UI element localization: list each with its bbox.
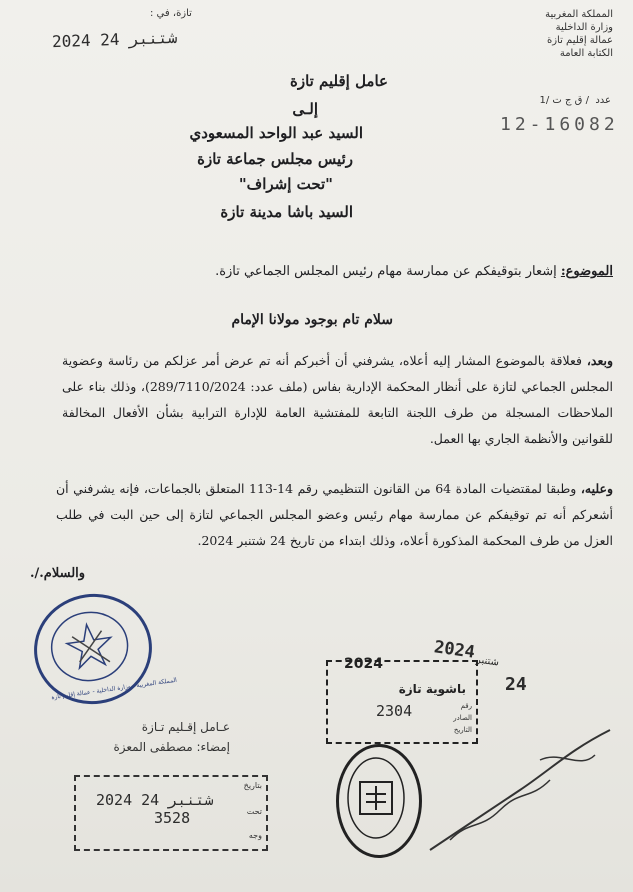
ref-label: عدد [595,95,611,106]
stamp-right-org: باشوية تازة [398,682,466,696]
stamp-left-row3: وجه [248,831,262,840]
paragraph-2-text: وطبقا لمقتضيات المادة 64 من القانون التنظيمي رقم 14-113 المتعلق بالجماعات، فإنه يشرفني أن أشعركم أنه تم توقيفكم عن ممارسة مهام رئيس وعضو المجلس الجماعي لتازة إلى حين البت في طلب العزل من طرف المحكمة المذكورة أعلاه، وذلك ابتداء من تاريخ 24 شتنبر 2024. [56,481,613,548]
to-label: إلـى [292,100,318,118]
paragraph-1-lead: وبعد، [586,353,613,368]
header-line-prefecture: عمالة إقليم تازة [546,35,613,46]
date-handwritten: 2024 شتنبر 24 [51,27,178,52]
stamp-right-month: شتنبر [475,654,500,669]
official-seal-left [27,586,178,711]
registration-stamp-left [74,775,268,851]
stamp-right-year: 2024 [344,656,383,672]
seal-emblem-icon [336,744,416,852]
seal-left-text: المملكة المغربية - وزارة الداخلية - عمالة إقليم تازة [50,676,178,702]
stamp-left-row1: بتاريخ [243,781,262,790]
ref-code: / ق ج ت /1 [539,95,589,106]
greeting: سلام تام بوجود مولانا الإمام [231,312,393,328]
header-right [503,8,613,60]
paragraph-2 [56,476,613,554]
header-line-secretariat: الكتابة العامة [559,48,613,59]
paragraph-2-lead: وعليه، [580,481,613,496]
stamp-left-row2: تحت [246,807,262,816]
handwritten-signature-icon [420,720,620,860]
stamp-right-label2: الصادر [453,714,472,722]
stamp-left-number: 3528 [154,809,191,827]
stamp-right-number: 2304 [376,702,413,720]
ref-row [540,94,612,107]
official-seal-right [336,744,422,858]
paragraph-1 [62,348,613,452]
recipient-title: رئيس مجلس جماعة تازة [197,150,353,168]
sender: عامل إقليم تازة [289,72,388,90]
header-line-ministry: وزارة الداخلية [555,22,613,33]
stamp-right-label1: رقم [460,702,472,710]
stamp-right-handwritten-year: 2024 [432,637,477,663]
stamp-right-label3: التاريخ [453,726,472,734]
recipient-name: السيد عبد الواحد المسعودي [189,124,363,142]
subject-label: الموضوع: [560,264,613,279]
stamp-right-day: 24 [505,674,527,695]
closing: والسلام./. [30,566,86,581]
signature-block [80,720,230,754]
subject-text: إشعار بتوقيفكم عن ممارسة مهام رئيس المجلس الجماعي تازة. [215,264,561,279]
recipient-pasha: السيد باشا مدينة تازة [220,203,353,221]
subject-line [215,264,613,279]
recipient-via: "تحت إشراف" [238,175,333,193]
ref-number: 12-16082 [500,114,619,135]
signature-line-1: عـامل إقـليم تـازة [141,720,230,734]
stamp-left-date: 2024 شتنبر 24 [96,791,214,809]
signature-line-2: إمضاء: مصطفى المعزة [113,740,230,754]
paragraph-1-text: فعلاقة بالموضوع المشار إليه أعلاه، يشرفني أن أخبركم أنه تم عرض أمر عزلكم من رئاسة وعضوية المجلس الجماعي لتازة على أنظار المحكمة الإدارية بفاس (ملف عدد: 289/7110/2024)، وذلك بناء على الملاحظات المسجلة من طرف اللجنة التابعة للمفتشية العامة للإدارة الترابية بشأن الأفعال المخالفة للقوانين والأنظمة الجاري بها العمل. [62,353,613,446]
header-line-kingdom: المملكة المغربية [545,9,613,20]
date-label: تازة، في : [150,8,192,19]
